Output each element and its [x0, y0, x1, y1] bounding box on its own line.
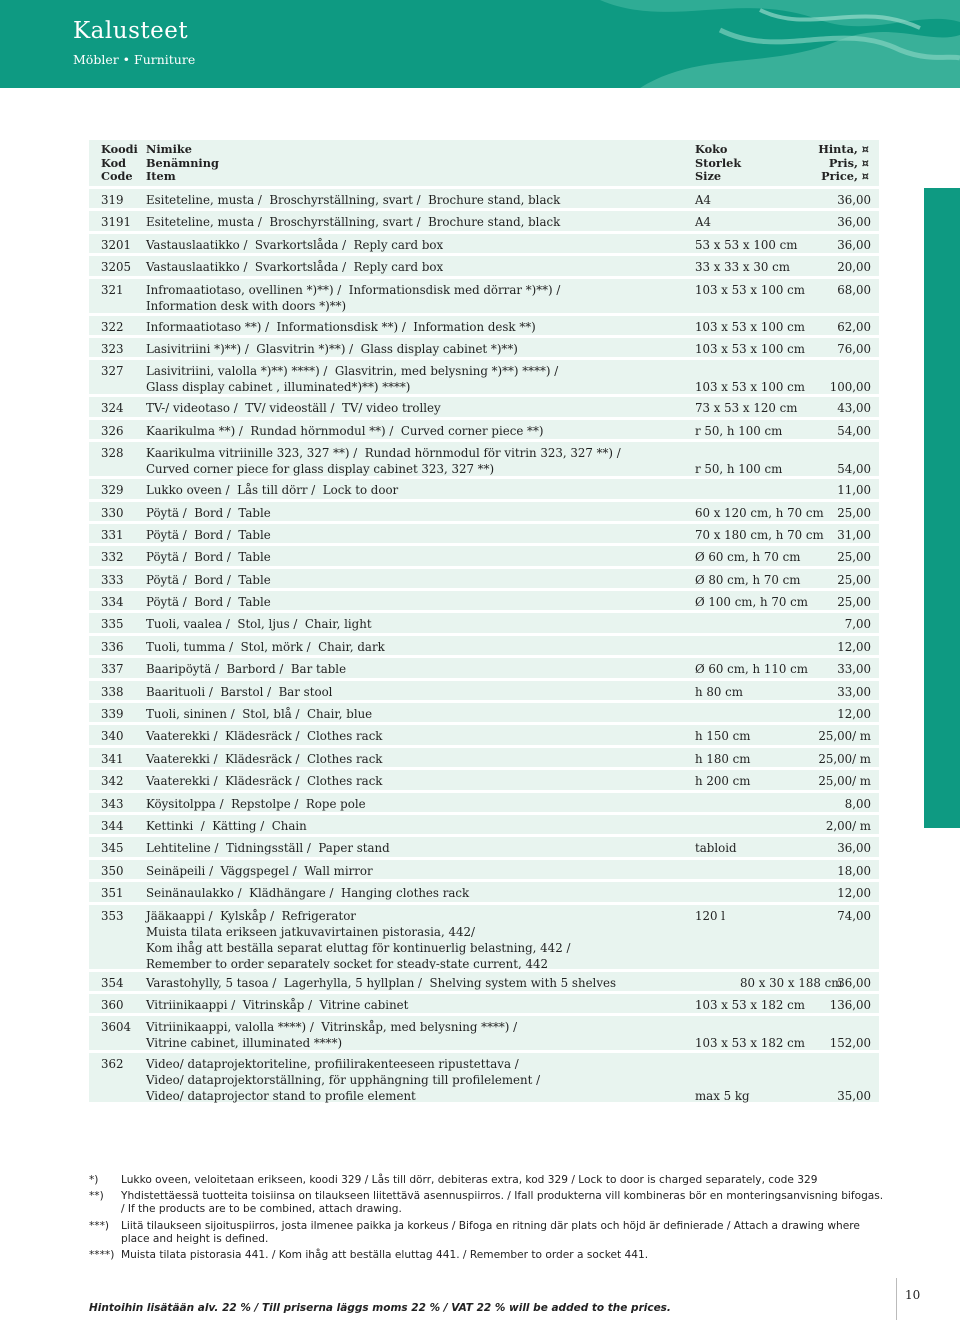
table-row — [89, 902, 879, 969]
item-name: Varastohylly, 5 tasoa / Lagerhylla, 5 hyllplan / Shelving system with 5 shelves — [146, 975, 617, 990]
item-code: 3201 — [101, 237, 132, 252]
vat-note: Hintoihin lisätään alv. 22 % / Till priserna läggs moms 22 % / VAT 22 % will be added to the prices. — [89, 1302, 671, 1314]
item-size: r 50, h 100 cm — [695, 423, 783, 438]
item-size: 103 x 53 x 100 cm — [695, 319, 805, 334]
item-price: 25,00/ m — [818, 774, 871, 789]
item-price: 68,00 — [837, 282, 871, 297]
size-column-header: Koko Storlek Size — [695, 142, 742, 183]
item-name: Video/ dataprojektoriteline, profiilirakenteeseen ripustettava / Video/ dataprojektorställning, för upphängning till profilelement / Video/ dataprojector stand to profile element — [146, 1057, 541, 1104]
item-size: A4 — [695, 193, 712, 207]
item-code: 343 — [101, 796, 124, 811]
item-name: Lasivitriini *)**) / Glasvitrin *)**) / Glass display cabinet *)**) — [146, 341, 518, 356]
item-code: 328 — [101, 446, 124, 461]
item-price: 8,00 — [844, 796, 871, 811]
item-name: Pöytä / Bord / Table — [146, 527, 271, 542]
item-code: 350 — [101, 863, 124, 878]
table-row — [89, 357, 879, 394]
item-price: 7,00 — [844, 617, 871, 632]
item-name: Pöytä / Bord / Table — [146, 595, 271, 610]
item-size: 120 l — [695, 908, 726, 923]
item-name: Vaaterekki / Klädesräck / Clothes rack — [146, 729, 383, 744]
item-price: 18,00 — [837, 863, 871, 878]
item-price: 20,00 — [837, 260, 871, 275]
item-size: 73 x 53 x 120 cm — [695, 401, 798, 416]
item-name: Infromaatiotaso, ovellinen *)**) / Informationsdisk med dörrar *)**) / Information desk with doors *)**) — [146, 282, 561, 313]
item-name: Vitriinikaappi, valolla ****) / Vitrinskåp, med belysning ****) / Vitrine cabinet, illuminated ****) — [146, 1020, 518, 1051]
code-column-header: Koodi Kod Code — [101, 142, 138, 183]
item-name: Jääkaappi / Kylskåp / Refrigerator Muista tilata erikseen jatkuvavirtainen pistorasia, 442/ Kom ihåg att beställa separat eluttag för kontinuerlig belastning, 442 / Remember to order separately socket for steady-state current, 442 — [146, 908, 571, 971]
item-price: 25,00/ m — [818, 751, 871, 766]
item-name: Vaaterekki / Klädesräck / Clothes rack — [146, 774, 383, 789]
item-size: h 150 cm — [695, 729, 751, 744]
item-price: 12,00 — [837, 707, 871, 722]
table-row — [89, 790, 879, 812]
table-row — [89, 276, 879, 313]
item-code: 353 — [101, 908, 124, 923]
item-code: 344 — [101, 818, 124, 833]
item-price: 54,00 — [837, 462, 871, 477]
item-code: 342 — [101, 774, 124, 789]
item-price: 31,00 — [837, 527, 871, 542]
table-row — [89, 700, 879, 722]
item-code: 345 — [101, 841, 124, 856]
item-price: 12,00 — [837, 639, 871, 654]
page-number: 10 — [905, 1288, 921, 1302]
table-row — [89, 394, 879, 416]
item-column-header: Nimike Benämning Item — [146, 142, 219, 183]
item-code: 319 — [101, 193, 124, 207]
item-name: Esiteteline, musta / Broschyrställning, svart / Brochure stand, black — [146, 193, 561, 207]
table-row — [89, 417, 879, 439]
item-size: r 50, h 100 cm — [695, 462, 783, 477]
item-name: Vaaterekki / Klädesräck / Clothes rack — [146, 751, 383, 766]
table-row — [89, 991, 879, 1013]
item-name: Baarituoli / Barstol / Bar stool — [146, 684, 333, 699]
item-size: Ø 60 cm, h 110 cm — [695, 662, 808, 677]
item-code: 329 — [101, 483, 124, 498]
item-size: 70 x 180 cm, h 70 cm — [695, 527, 824, 542]
item-name: Pöytä / Bord / Table — [146, 572, 271, 587]
item-price: 35,00 — [837, 1089, 871, 1104]
table-row — [89, 439, 879, 476]
item-price: 36,00 — [837, 215, 871, 230]
table-header — [89, 140, 879, 186]
table-row — [89, 812, 879, 834]
item-code: 3205 — [101, 260, 132, 275]
item-code: 337 — [101, 662, 124, 677]
table-row — [89, 610, 879, 632]
item-price: 25,00 — [837, 505, 871, 520]
item-code: 324 — [101, 401, 124, 416]
item-name: Pöytä / Bord / Table — [146, 505, 271, 520]
item-price: 12,00 — [837, 886, 871, 901]
item-name: Kettinki / Kätting / Chain — [146, 818, 307, 833]
item-price: 25,00 — [837, 595, 871, 610]
item-size: h 200 cm — [695, 774, 751, 789]
item-code: 3604 — [101, 1020, 132, 1035]
page-number-divider — [896, 1278, 897, 1320]
item-price: 2,00/ m — [825, 818, 871, 833]
item-name: Tuoli, sininen / Stol, blå / Chair, blue — [146, 707, 373, 722]
item-name: Informaatiotaso **) / Informationsdisk **) / Information desk **) — [146, 319, 536, 334]
item-code: 354 — [101, 975, 124, 990]
footnotes — [89, 1174, 889, 1265]
item-code: 327 — [101, 364, 124, 379]
item-price: 25,00/ m — [818, 729, 871, 744]
item-code: 334 — [101, 595, 124, 610]
item-code: 341 — [101, 751, 124, 766]
table-row — [89, 834, 879, 856]
table-row — [89, 722, 879, 744]
item-size: 103 x 53 x 182 cm — [695, 1036, 805, 1051]
item-name: Seinäpeili / Väggspegel / Wall mirror — [146, 863, 373, 878]
item-price: 36,00 — [837, 237, 871, 252]
table-row — [89, 633, 879, 655]
item-size: Ø 60 cm, h 70 cm — [695, 550, 801, 565]
item-code: 3191 — [101, 215, 132, 230]
item-size: A4 — [695, 215, 712, 230]
table-row — [89, 253, 879, 275]
table-row — [89, 767, 879, 789]
item-size: max 5 kg — [695, 1089, 750, 1104]
table-row — [89, 186, 879, 208]
table-row — [89, 543, 879, 565]
item-price: 54,00 — [837, 423, 871, 438]
item-name: Köysitolppa / Repstolpe / Rope pole — [146, 796, 366, 811]
item-size: 103 x 53 x 100 cm — [695, 341, 805, 356]
item-price: 74,00 — [837, 908, 871, 923]
price-table — [89, 140, 879, 1102]
item-price: 76,00 — [837, 341, 871, 356]
item-size: h 180 cm — [695, 751, 751, 766]
item-size: 80 x 30 x 188 cm — [740, 975, 843, 990]
item-name: Kaarikulma **) / Rundad hörnmodul **) / Curved corner piece **) — [146, 423, 544, 438]
table-row — [89, 335, 879, 357]
table-row — [89, 857, 879, 879]
item-name: Lehtiteline / Tidningsställ / Paper stand — [146, 841, 390, 856]
item-code: 360 — [101, 997, 124, 1012]
item-name: Tuoli, vaalea / Stol, ljus / Chair, light — [146, 617, 372, 632]
table-row — [89, 655, 879, 677]
item-code: 322 — [101, 319, 124, 334]
item-code: 326 — [101, 423, 124, 438]
item-code: 351 — [101, 886, 124, 901]
item-size: 103 x 53 x 100 cm — [695, 380, 805, 395]
item-size: h 80 cm — [695, 684, 743, 699]
item-price: 152,00 — [829, 1036, 871, 1051]
table-row — [89, 1050, 879, 1102]
item-price: 11,00 — [837, 483, 871, 498]
item-name: Pöytä / Bord / Table — [146, 550, 271, 565]
table-row — [89, 499, 879, 521]
item-name: Vastauslaatikko / Svarkortslåda / Reply card box — [146, 260, 444, 275]
header-banner — [0, 0, 960, 88]
item-price: 136,00 — [829, 997, 871, 1012]
item-price: 33,00 — [837, 662, 871, 677]
item-code: 332 — [101, 550, 124, 565]
item-code: 333 — [101, 572, 124, 587]
item-name: Vastauslaatikko / Svarkortslåda / Reply card box — [146, 237, 444, 252]
table-row — [89, 1013, 879, 1050]
item-price: 43,00 — [837, 401, 871, 416]
item-price: 36,00 — [837, 193, 871, 207]
item-price: 62,00 — [837, 319, 871, 334]
table-row — [89, 476, 879, 498]
item-price: 33,00 — [837, 684, 871, 699]
item-code: 340 — [101, 729, 124, 744]
item-size: tabloid — [695, 841, 737, 856]
item-code: 339 — [101, 707, 124, 722]
item-price: 25,00 — [837, 550, 871, 565]
item-size: 33 x 33 x 30 cm — [695, 260, 790, 275]
item-name: Kaarikulma vitriinille 323, 327 **) / Rundad hörnmodul för vitrin 323, 327 **) / Curved corner piece for glass display cabinet 323, 327 **) — [146, 446, 621, 477]
table-row — [89, 231, 879, 253]
table-row — [89, 313, 879, 335]
item-code: 323 — [101, 341, 124, 356]
item-code: 336 — [101, 639, 124, 654]
item-size: 60 x 120 cm, h 70 cm — [695, 505, 824, 520]
footnote: ****) Muista tilata pistorasia 441. / Kom ihåg att beställa eluttag 441. / Remember to order a socket 441. — [89, 1249, 649, 1262]
side-accent-bar — [924, 188, 960, 828]
item-price: 100,00 — [829, 380, 871, 395]
table-row — [89, 969, 879, 991]
table-row — [89, 566, 879, 588]
item-code: 321 — [101, 282, 124, 297]
footnote: *) Lukko oveen, veloitetaan erikseen, koodi 329 / Lås till dörr, debiteras extra, kod 329 / Lock to door is charged separately, code 329 — [89, 1174, 818, 1186]
item-code: 338 — [101, 684, 124, 699]
item-code: 330 — [101, 505, 124, 520]
table-row — [89, 208, 879, 230]
item-name: Esiteteline, musta / Broschyrställning, svart / Brochure stand, black — [146, 215, 561, 230]
item-size: 103 x 53 x 100 cm — [695, 282, 805, 297]
footnote: **) Yhdistettäessä tuotteita toisiinsa on tilaukseen liitettävä asennuspiirros. / Ifall produkterna vill kombineras bör en monteringsanvisning bifogas. / If the products are to be combined, attach drawing. — [89, 1190, 884, 1216]
item-size: 103 x 53 x 182 cm — [695, 997, 805, 1012]
footnote: ***) Liitä tilaukseen sijoituspiirros, josta ilmenee paikka ja korkeus / Bifoga en ritning där plats och höjd är definierade / Attach a drawing where place and height is defined. — [89, 1219, 860, 1245]
item-size: 53 x 53 x 100 cm — [695, 237, 798, 252]
item-name: Vitriinikaappi / Vitrinskåp / Vitrine cabinet — [146, 997, 409, 1012]
table-row — [89, 678, 879, 700]
item-name: Lukko oveen / Lås till dörr / Lock to door — [146, 483, 399, 498]
item-code: 362 — [101, 1057, 124, 1072]
item-name: Tuoli, tumma / Stol, mörk / Chair, dark — [146, 639, 385, 654]
item-size: Ø 100 cm, h 70 cm — [695, 595, 808, 610]
item-code: 335 — [101, 617, 124, 632]
item-name: Seinänaulakko / Klädhängare / Hanging clothes rack — [146, 886, 470, 901]
table-row — [89, 521, 879, 543]
table-row — [89, 879, 879, 901]
wave-decoration — [540, 0, 960, 88]
item-code: 331 — [101, 527, 124, 542]
item-price: 25,00 — [837, 572, 871, 587]
table-row — [89, 588, 879, 610]
item-name: TV-/ videotaso / TV/ videoställ / TV/ video trolley — [146, 401, 441, 416]
price-column-header: Hinta, ¤ Pris, ¤ Price, ¤ — [818, 142, 869, 183]
table-row — [89, 745, 879, 767]
table-body — [89, 186, 879, 1102]
item-size: Ø 80 cm, h 70 cm — [695, 572, 801, 587]
item-name: Lasivitriini, valolla *)**) ****) / Glasvitrin, med belysning *)**) ****) / Glass display cabinet , illuminated*)**) ****) — [146, 364, 559, 395]
item-price: 36,00 — [837, 975, 871, 990]
item-price: 36,00 — [837, 841, 871, 856]
page-subtitle: Möbler • Furniture — [73, 52, 196, 67]
page-title: Kalusteet — [73, 18, 189, 44]
item-name: Baaripöytä / Barbord / Bar table — [146, 662, 347, 677]
